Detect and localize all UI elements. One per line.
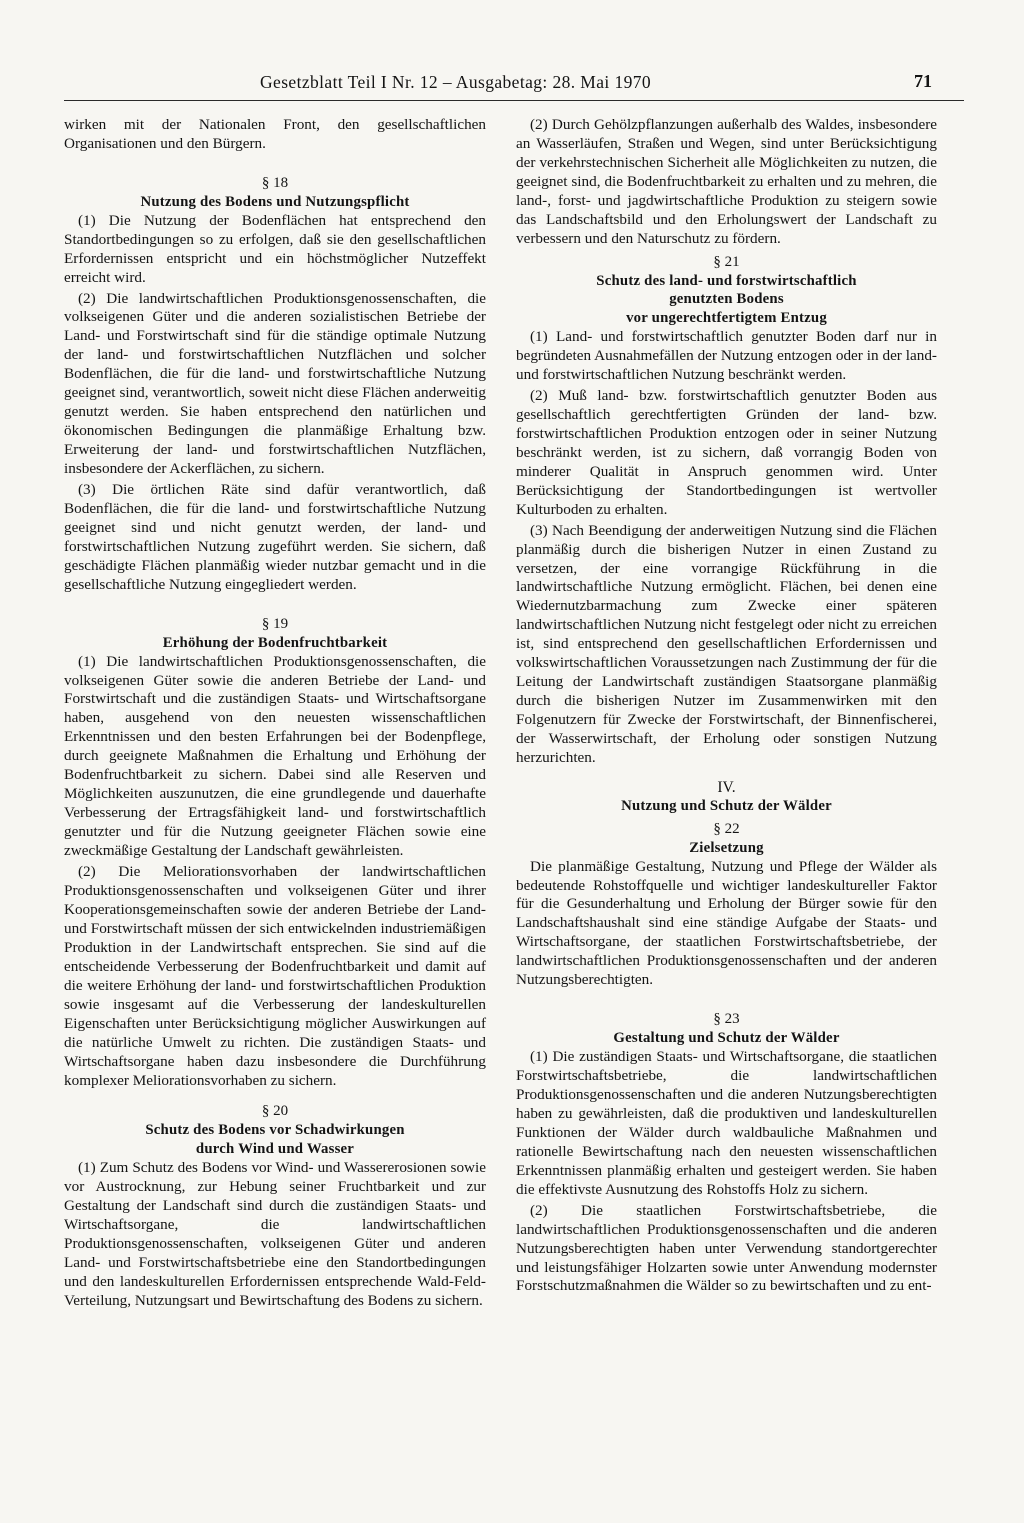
page-header [64, 72, 964, 101]
section-title: Erhöhung der Bodenfruchtbarkeit [162, 634, 388, 651]
paragraph: (1) Zum Schutz des Bodens vor Wind- und Wassererosionen sowie vor Austrocknung, zur Hebung seiner Fruchtbarkeit und zur Gestaltung der Landschaft sind durch die zuständigen Staats- und Wirtschaftsorgane, die landwirtschaftlichen Produktionsgenossenschaften, volkseigenen Güter und anderen Land- und Forstwirtschaftsbetriebe eine den Standortbedingungen und den landeskulturellen Erfordernissen entsprechende Wald-Feld-Verteilung, Nutzungsart und Bewirtschaftung des Bodens zu sichern. [64, 1159, 486, 1309]
paragraph: (1) Land- und forstwirtschaftlich genutzter Boden darf nur in begründeten Ausnahmefällen der Nutzung entzogen oder in der land- und forstwirtschaftlichen Nutzung beschränkt werden. [516, 328, 937, 383]
section-title: Zielsetzung [689, 839, 764, 856]
paragraph: (2) Muß land- bzw. forstwirtschaftlich genutzter Boden aus gesellschaftlich gerechtfertigten Gründen der land- bzw. forstwirtschaftlichen Produktion entzogen oder in seiner Nutzung beschränkt werden, ist zu sichern, daß vorrangig Boden von minderer Qualität in Anspruch genommen wird. Unter Berücksichtigung der Standortbedingungen ist wertvoller Kulturboden zu erhalten. [516, 386, 937, 518]
section-title: Schutz des Bodens vor Schadwirkungen [145, 1122, 405, 1139]
part-number: IV. [717, 778, 736, 796]
paragraph: (2) Die staatlichen Forstwirtschaftsbetriebe, die landwirtschaftlichen Produktionsgenossenschaften und die anderen Nutzungsberechtigten haben unter Verwendung standortgerechter und leistungsfähiger Holzarten sowie unter Anwendung modernster Forstschutzmaßnahmen die Wälder so zu bewirtschaften und zu ent- [516, 1201, 937, 1295]
section-number: § 18 [261, 174, 289, 191]
section-title: Gestaltung und Schutz der Wälder [613, 1030, 840, 1047]
section-number: § 21 [713, 253, 740, 270]
paragraph: (3) Die örtlichen Räte sind dafür verantwortlich, daß Bodenflächen, die für die land- und forstwirtschaftliche Nutzung geeignet sind und nicht genutzt werden, der land- und forstwirtschaftlichen Nutzung zugeführt werden. Sie sichern, daß geschädigte Flächen planmäßig wieder nutzbar gemacht und in die gesellschaftliche Nutzung eingegliedert werden. [64, 481, 486, 593]
section-number: § 23 [713, 1011, 740, 1028]
paragraph: (2) Die landwirtschaftlichen Produktionsgenossenschaften, die volkseigenen Güter und die anderen sozialistischen Betriebe der Land- und Forstwirtschaft sind für die ständige optimale Nutzung der land- und forstwirtschaftlichen Nutzflächen und solcher Bodenflächen, die für die land- und forstwirtschaftliche Nutzung geeignet sind, verantwortlich, soweit nicht diese Flächen anderweitig genutzt werden. Sie haben entsprechend den natürlichen und ökonomischen Bedingungen die planmäßige Erhaltung bzw. Erweiterung der land- und forstwirtschaftlichen Nutzflächen, insbesondere der Ackerflächen, zu sichern. [64, 289, 486, 478]
paragraph: wirken mit der Nationalen Front, den gesellschaftlichen Organisationen und den Bürgern. [64, 116, 486, 152]
paragraph: (1) Die zuständigen Staats- und Wirtschaftsorgane, die staatlichen Forstwirtschaftsbetriebe, die landwirtschaftlichen Produktionsgenossenschaften und die anderen Nutzungsberechtigten haben zu gewährleisten, daß die produktiven und landeskulturellen Funktionen der Wälder durch waldbauliche Maßnahmen und rationelle Bewirtschaftung nach den neuesten wissenschaftlichen Erkenntnissen planmäßig erhalten und gesteigert werden. Sie haben die effektivste Ausnutzung des Rohstoffs Holz zu sichern. [516, 1048, 937, 1198]
paragraph: (2) Die Meliorationsvorhaben der landwirtschaftlichen Produktionsgenossenschaften und volkseigenen Güter und ihrer Kooperationsgemeinschaften sowie der anderen Betriebe der Land- und Forstwirtschaft müssen der sich entwickelnden industriemäßigen Produktion in der Landwirtschaft entsprechen. Sie sind auf die entscheidende Verbesserung der Bodenfruchtbarkeit und damit auf die weitere Erhöhung der land- und forstwirtschaftlichen Produktion sowie insgesamt auf die Verbesserung der landeskulturellen Eigenschaften unter Berücksichtigung möglicher Auswirkungen auf die natürliche Umwelt zu richten. Die zuständigen Staats- und Wirtschaftsorgane haben dazu insbesondere die Durchführung komplexer Meliorationsvorhaben zu sichern. [64, 863, 486, 1089]
paragraph: (1) Die Nutzung der Bodenflächen hat entsprechend den Standortbedingungen so zu erfolgen, daß sie den gesellschaftlichen Erfordernissen entspricht und ein höchstmöglicher Nutzeffekt erreicht wird. [64, 211, 486, 286]
paragraph: (2) Durch Gehölzpflanzungen außerhalb des Waldes, insbesondere an Wasserläufen, Straßen und Wegen, sind unter Berücksichtigung der verkehrstechnischen Sicherheit alle Möglichkeiten zu nutzen, die geeignet sind, die Bodenfruchtbarkeit zu erhalten und zu mehren, die land-, forst- und jagdwirtschaftliche Produktion zu steigern sowie das Landschaftsbild und den Erholungswert der Landschaft zu verbessern und den Naturschutz zu fördern. [516, 116, 937, 247]
right-column [516, 116, 937, 1298]
section-number: § 20 [261, 1103, 289, 1120]
section-title: durch Wind und Wasser [195, 1141, 355, 1158]
section-number: § 19 [261, 615, 289, 632]
paragraph: (3) Nach Beendigung der anderweitigen Nutzung sind die Flächen planmäßig durch die bisherigen Nutzer in einen Zustand zu versetzen, der eine vorrangige Rückführung in die landwirtschaftliche Nutzung ermöglicht. Flächen, bei denen eine Wiedernutzbarmachung zum Zwecke einer späteren landwirtschaftlichen Nutzung nicht festgelegt oder nicht zu erreichen ist, sind entsprechend den gesellschaftlichen Erfordernissen und volkswirtschaftlichen Voraussetzungen nach Zustimmung der für die Leitung der Landwirtschaft zuständigen Staatsorgane planmäßig durch die bisherigen Nutzer im Zusammenwirken mit den Folgenutzern für Zwecke der Forstwirtschaft, der Binnenfischerei, der Wasserwirtschaft, der Erholung oder sonstigen Nutzung herzurichten. [516, 521, 937, 767]
section-title: Nutzung des Bodens und Nutzungspflicht [140, 193, 410, 210]
left-column [64, 116, 486, 1313]
section-title: genutzten Bodens [669, 291, 784, 308]
header-title: Gesetzblatt Teil I Nr. 12 – Ausgabetag: 28. Mai 1970 [260, 72, 652, 92]
section-title: Schutz des land- und forstwirtschaftlich [596, 272, 857, 289]
page-number: 71 [914, 71, 932, 91]
section-title: vor ungerechtfertigtem Entzug [626, 310, 827, 327]
part-title: Nutzung und Schutz der Wälder [621, 797, 832, 814]
paragraph: (1) Die landwirtschaftlichen Produktionsgenossenschaften, die volkseigenen Güter sowie die anderen Betriebe der Land- und Forstwirtschaft und die zuständigen Staats- und Wirtschaftsorgane haben, ausgehend von den neuesten wissenschaftlichen Erkenntnissen und den besten Erfahrungen bei der Bodenpflege, durch geeignete Maßnahmen die Erhaltung und Erhöhung der Bodenfruchtbarkeit zu sichern. Dabei sind alle Reserven und Möglichkeiten auszunutzen, die eine grundlegende und dauerhafte Verbesserung der Ertragsfähigkeit land- und forstwirtschaftlich genutzter und für die Nutzung geeigneter Flächen sowie eine zweckmäßige Gestaltung der Landschaft gewährleisten. [64, 652, 486, 860]
paragraph: Die planmäßige Gestaltung, Nutzung und Pflege der Wälder als bedeutende Rohstoffquelle und wichtiger landeskultureller Faktor für die Gesunderhaltung und Erholung der Bürger sowie für den Landschaftshaushalt sind eine ständige Aufgabe der Staats- und Wirtschaftsorgane, der staatlichen Forstwirtschaftsbetriebe, der landwirtschaftlichen Produktionsgenossenschaften und der anderen Nutzungsberechtigten. [516, 857, 937, 989]
section-number: § 22 [713, 820, 740, 837]
